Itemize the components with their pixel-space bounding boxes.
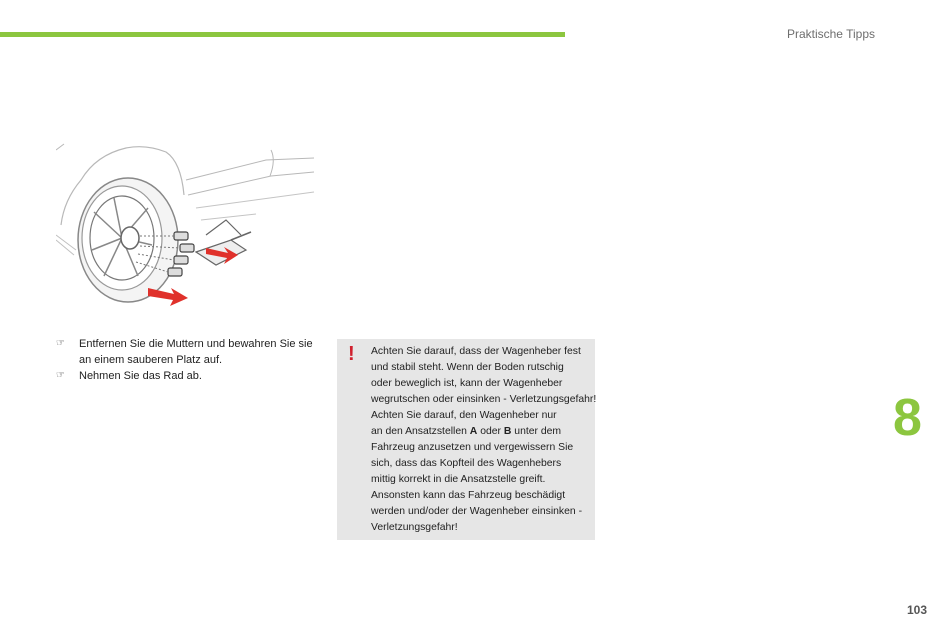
warning-line: an den Ansatzstellen A oder B unter dem — [371, 426, 562, 437]
hand-pointer-icon: ☞ — [56, 370, 65, 381]
step-text: Nehmen Sie das Rad ab. — [79, 370, 202, 382]
page-number: 103 — [906, 603, 927, 617]
warning-text — [371, 344, 597, 536]
warning-line: Achten Sie darauf, dass der Wagenheber fest — [371, 346, 581, 357]
warning-line: werden und/oder der Wagenheber einsinken - — [371, 506, 583, 517]
exclamation-icon: ! — [348, 343, 355, 365]
warning-line: Verletzungsgefahr! — [371, 522, 458, 533]
warning-line: Achten Sie darauf, den Wagenheber nur — [371, 410, 557, 421]
step-item — [56, 336, 321, 368]
warning-box — [337, 339, 595, 540]
step-item — [56, 368, 321, 384]
step-text: an einem sauberen Platz auf. — [79, 354, 223, 366]
warning-line: mittig korrekt in die Ansatzstelle greift. — [371, 474, 546, 485]
step-text: Entfernen Sie die Muttern und bewahren Sie sie — [79, 338, 313, 350]
warning-line: sich, dass das Kopfteil des Wagenhebers — [371, 458, 562, 469]
warning-line: Ansonsten kann das Fahrzeug beschädigt — [371, 490, 566, 501]
chapter-number: 8 — [893, 389, 922, 447]
warning-line: Fahrzeug anzusetzen und vergewissern Sie — [371, 442, 574, 453]
section-title: Praktische Tipps — [786, 27, 875, 41]
wheel-removal-illustration — [56, 140, 316, 315]
hand-pointer-icon: ☞ — [56, 338, 65, 349]
warning-line: und stabil steht. Wenn der Boden rutschig — [371, 362, 564, 373]
instruction-steps — [56, 336, 321, 384]
warning-line: oder beweglich ist, kann der Wagenheber — [371, 378, 563, 389]
header-accent-bar — [0, 32, 565, 37]
warning-line: wegrutschen oder einsinken - Verletzungsgefahr! — [371, 394, 597, 405]
